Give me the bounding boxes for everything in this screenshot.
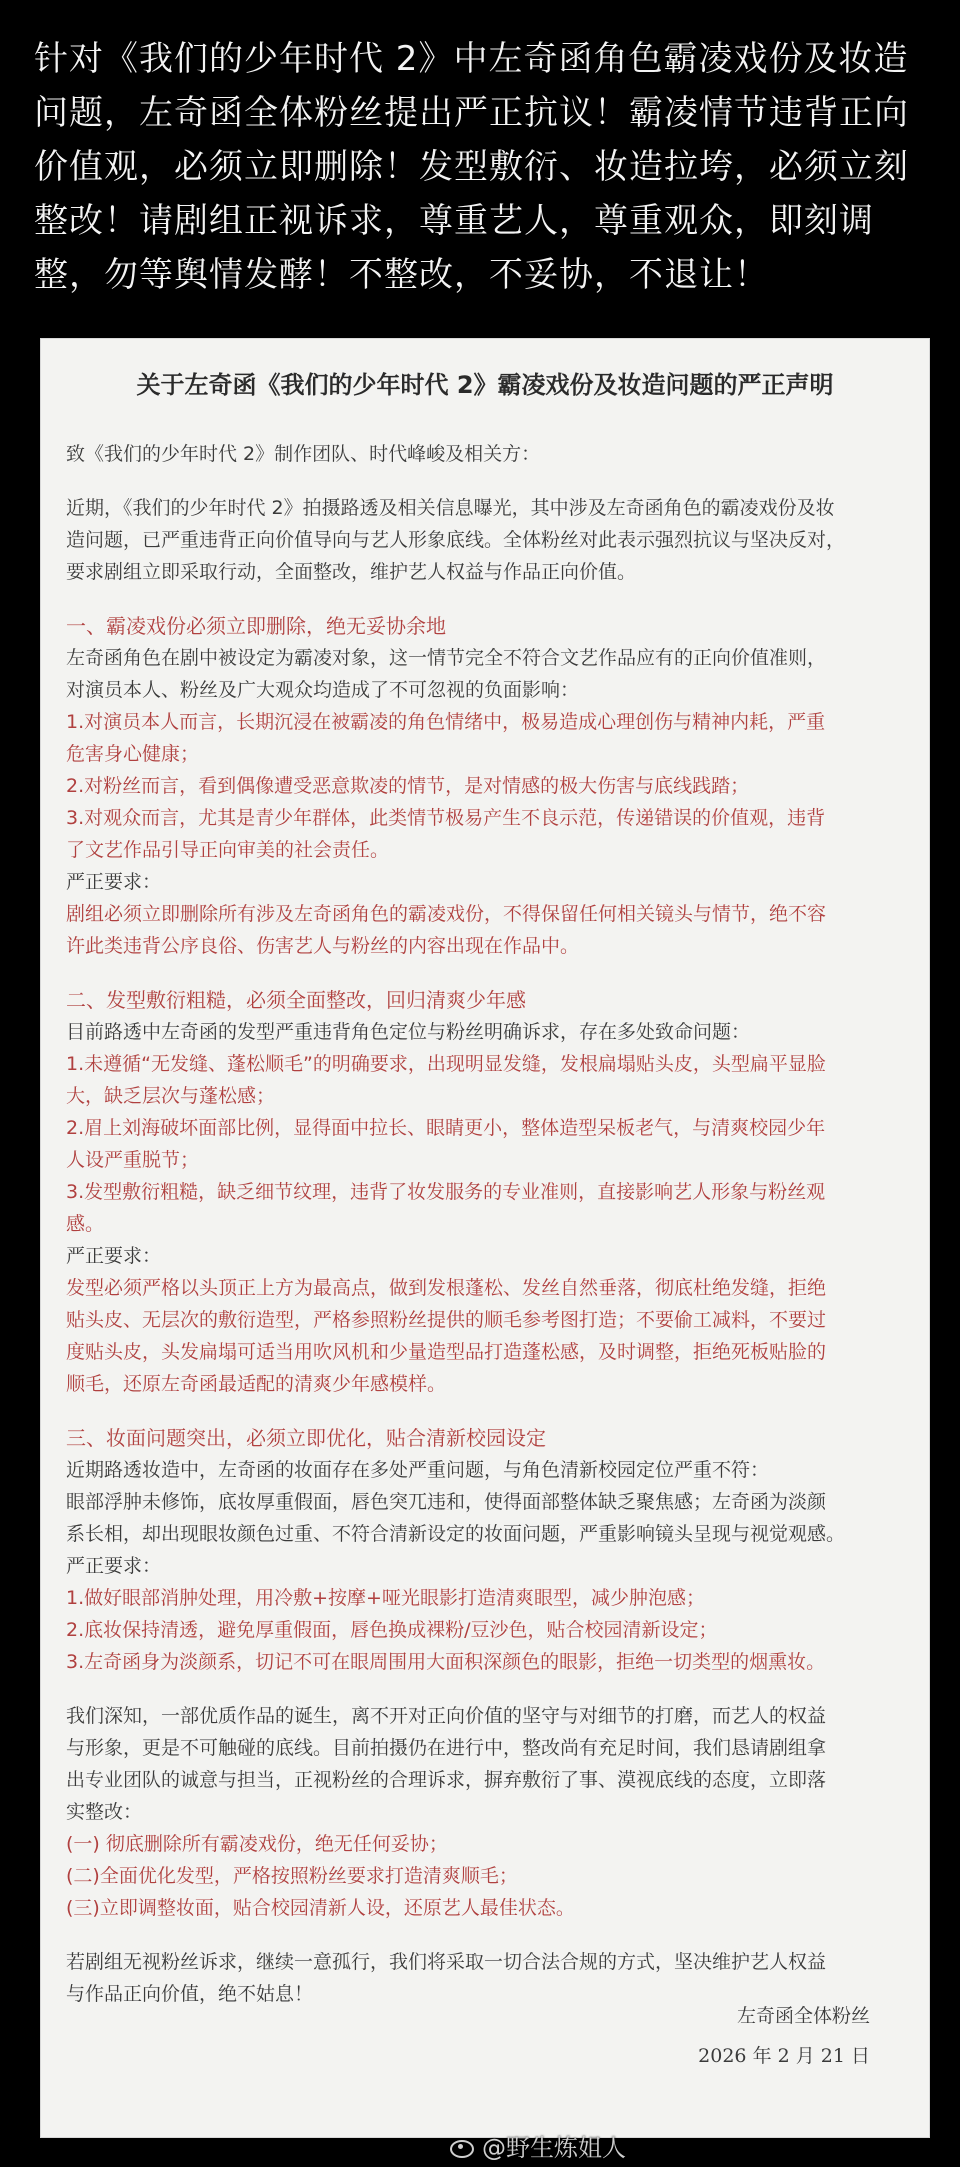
section-1-point: 2.对粉丝而言，看到偶像遭受恶意欺凌的情节，是对情感的极大伤害与底线践踏； <box>66 775 750 797</box>
section-1-body: 对演员本人、粉丝及广大观众均造成了不可忽视的负面影响： <box>66 679 580 701</box>
section-3-point: 2.底妆保持清透，避免厚重假面，唇色换成裸粉/豆沙色，贴合校园清新设定； <box>66 1619 718 1641</box>
weibo-icon <box>450 2136 476 2156</box>
section-2-point: 1.未遵循“无发缝、蓬松顺毛”的明确要求，出现明显发缝，发根扁塌贴头皮，头型扁平显脸 <box>66 1053 826 1075</box>
post-line: 价值观，必须立即删除！发型敷衍、妆造拉垮，必须立刻 <box>34 147 909 187</box>
section-3-body: 眼部浮肿未修饰，底妆厚重假面，唇色突兀违和，使得面部整体缺乏聚焦感；左奇函为淡颜 <box>66 1491 827 1513</box>
intro-line: 要求剧组立即采取行动，全面整改，维护艺人权益与作品正向价值。 <box>66 561 637 583</box>
section-2-req: 顺毛，还原左奇函最适配的清爽少年感模样。 <box>66 1373 447 1395</box>
signature: 左奇函全体粉丝 <box>736 2005 870 2027</box>
section-2-title: 二、发型敷衍粗糙，必须全面整改，回归清爽少年感 <box>66 988 526 1012</box>
intro-line: 造问题，已严重违背正向价值导向与艺人形象底线。全体粉丝对此表示强烈抗议与坚决反对， <box>66 529 846 551</box>
section-1-point: 了文艺作品引导正向审美的社会责任。 <box>66 839 390 861</box>
section-1-req: 许此类违背公序良俗、伤害艺人与粉丝的内容出现在作品中。 <box>66 935 580 957</box>
statement-title: 关于左奇函《我们的少年时代 2》霸凌戏份及妆造问题的严正声明 <box>136 371 834 399</box>
section-1-point: 危害身心健康； <box>66 743 200 765</box>
closing-line: 我们深知，一部优质作品的诞生，离不开对正向价值的坚守与对细节的打磨，而艺人的权益 <box>66 1705 827 1727</box>
action-item: (三)立即调整妆面，贴合校园清新人设，还原艺人最佳状态。 <box>66 1897 575 1919</box>
action-item: (一) 彻底删除所有霸凌戏份，绝无任何妥协； <box>66 1833 448 1855</box>
action-item: (二)全面优化发型，严格按照粉丝要求打造清爽顺毛； <box>66 1865 518 1887</box>
post-text <box>34 32 930 302</box>
final-line: 与作品正向价值，绝不姑息！ <box>66 1983 314 2005</box>
closing-line: 出专业团队的诚意与担当，正视粉丝的合理诉求，摒弃敷衍了事、漠视底线的态度，立即落 <box>66 1769 827 1791</box>
section-2-req: 度贴头皮，头发扁塌可适当用吹风机和少量造型品打造蓬松感，及时调整，拒绝死板贴脸的 <box>66 1341 827 1363</box>
statement-image[interactable] <box>40 338 930 2138</box>
section-1-point: 1.对演员本人而言，长期沉浸在被霸凌的角色情绪中，极易造成心理创伤与精神内耗，严重 <box>66 711 826 733</box>
intro-line: 近期，《我们的少年时代 2》拍摄路透及相关信息曝光，其中涉及左奇函角色的霸凌戏份及妆 <box>66 497 835 519</box>
section-1-title: 一、霸凌戏份必须立即删除，绝无妥协余地 <box>66 614 446 638</box>
section-2-point: 大，缺乏层次与蓬松感； <box>66 1085 276 1107</box>
section-3-title: 三、妆面问题突出，必须立即优化，贴合清新校园设定 <box>66 1426 546 1450</box>
closing-line: 实整改： <box>66 1801 143 1823</box>
section-3-point: 1.做好眼部消肿处理，用冷敷+按摩+哑光眼影打造清爽眼型，减少肿泡感； <box>66 1587 705 1609</box>
section-3-body: 系长相，却出现眼妆颜色过重、不符合清新设定的妆面问题，严重影响镜头呈现与视觉观感。 <box>66 1523 846 1545</box>
closing-line: 与形象，更是不可触碰的底线。目前拍摄仍在进行中，整改尚有充足时间，我们恳请剧组拿 <box>66 1737 827 1759</box>
statement-date: 2026 年 2 月 21 日 <box>698 2045 870 2067</box>
section-1-point: 3.对观众而言，尤其是青少年群体，此类情节极易产生不良示范，传递错误的价值观，违背 <box>66 807 826 829</box>
section-3-req-title: 严正要求： <box>66 1555 162 1577</box>
addressee: 致《我们的少年时代 2》制作团队、时代峰峻及相关方： <box>66 443 541 465</box>
section-1-req-title: 严正要求： <box>66 871 162 893</box>
watermark-text: @野生炼姐人 <box>482 2134 626 2162</box>
section-2-req: 贴头皮、无层次的敷衍造型，严格参照粉丝提供的顺毛参考图打造；不要偷工减料，不要过 <box>66 1309 827 1331</box>
post-line: 针对《我们的少年时代 2》中左奇函角色霸凌戏份及妆造 <box>34 39 909 79</box>
section-1-body: 左奇函角色在剧中被设定为霸凌对象，这一情节完全不符合文艺作品应有的正向价值准则， <box>66 647 827 669</box>
section-2-body: 目前路透中左奇函的发型严重违背角色定位与粉丝明确诉求，存在多处致命问题： <box>66 1021 751 1043</box>
section-2-point: 2.眉上刘海破坏面部比例，显得面中拉长、眼睛更小，整体造型呆板老气，与清爽校园少年 <box>66 1117 826 1139</box>
post-line: 问题，左奇函全体粉丝提出严正抗议！霸凌情节违背正向 <box>34 93 909 133</box>
post-line: 整改！请剧组正视诉求，尊重艺人，尊重观众，即刻调 <box>34 201 874 241</box>
section-2-point: 感。 <box>66 1213 105 1235</box>
section-2-req-title: 严正要求： <box>66 1245 162 1267</box>
section-2-point: 人设严重脱节； <box>66 1149 200 1171</box>
section-3-point: 3.左奇函身为淡颜系，切记不可在眼周围用大面积深颜色的眼影，拒绝一切类型的烟熏妆。 <box>66 1651 826 1673</box>
section-3-body: 近期路透妆造中，左奇函的妆面存在多处严重问题，与角色清新校园定位严重不符： <box>66 1459 770 1481</box>
section-2-req: 发型必须严格以头顶正上方为最高点，做到发根蓬松、发丝自然垂落，彻底杜绝发缝，拒绝 <box>66 1277 827 1299</box>
watermark <box>450 2128 626 2163</box>
section-2-point: 3.发型敷衍粗糙，缺乏细节纹理，违背了妆发服务的专业准则，直接影响艺人形象与粉丝观 <box>66 1181 826 1203</box>
post-line: 整，勿等舆情发酵！不整改，不妥协，不退让！ <box>34 255 769 295</box>
final-line: 若剧组无视粉丝诉求，继续一意孤行，我们将采取一切合法合规的方式，坚决维护艺人权益 <box>66 1951 827 1973</box>
section-1-req: 剧组必须立即删除所有涉及左奇函角色的霸凌戏份，不得保留任何相关镜头与情节，绝不容 <box>66 903 827 925</box>
